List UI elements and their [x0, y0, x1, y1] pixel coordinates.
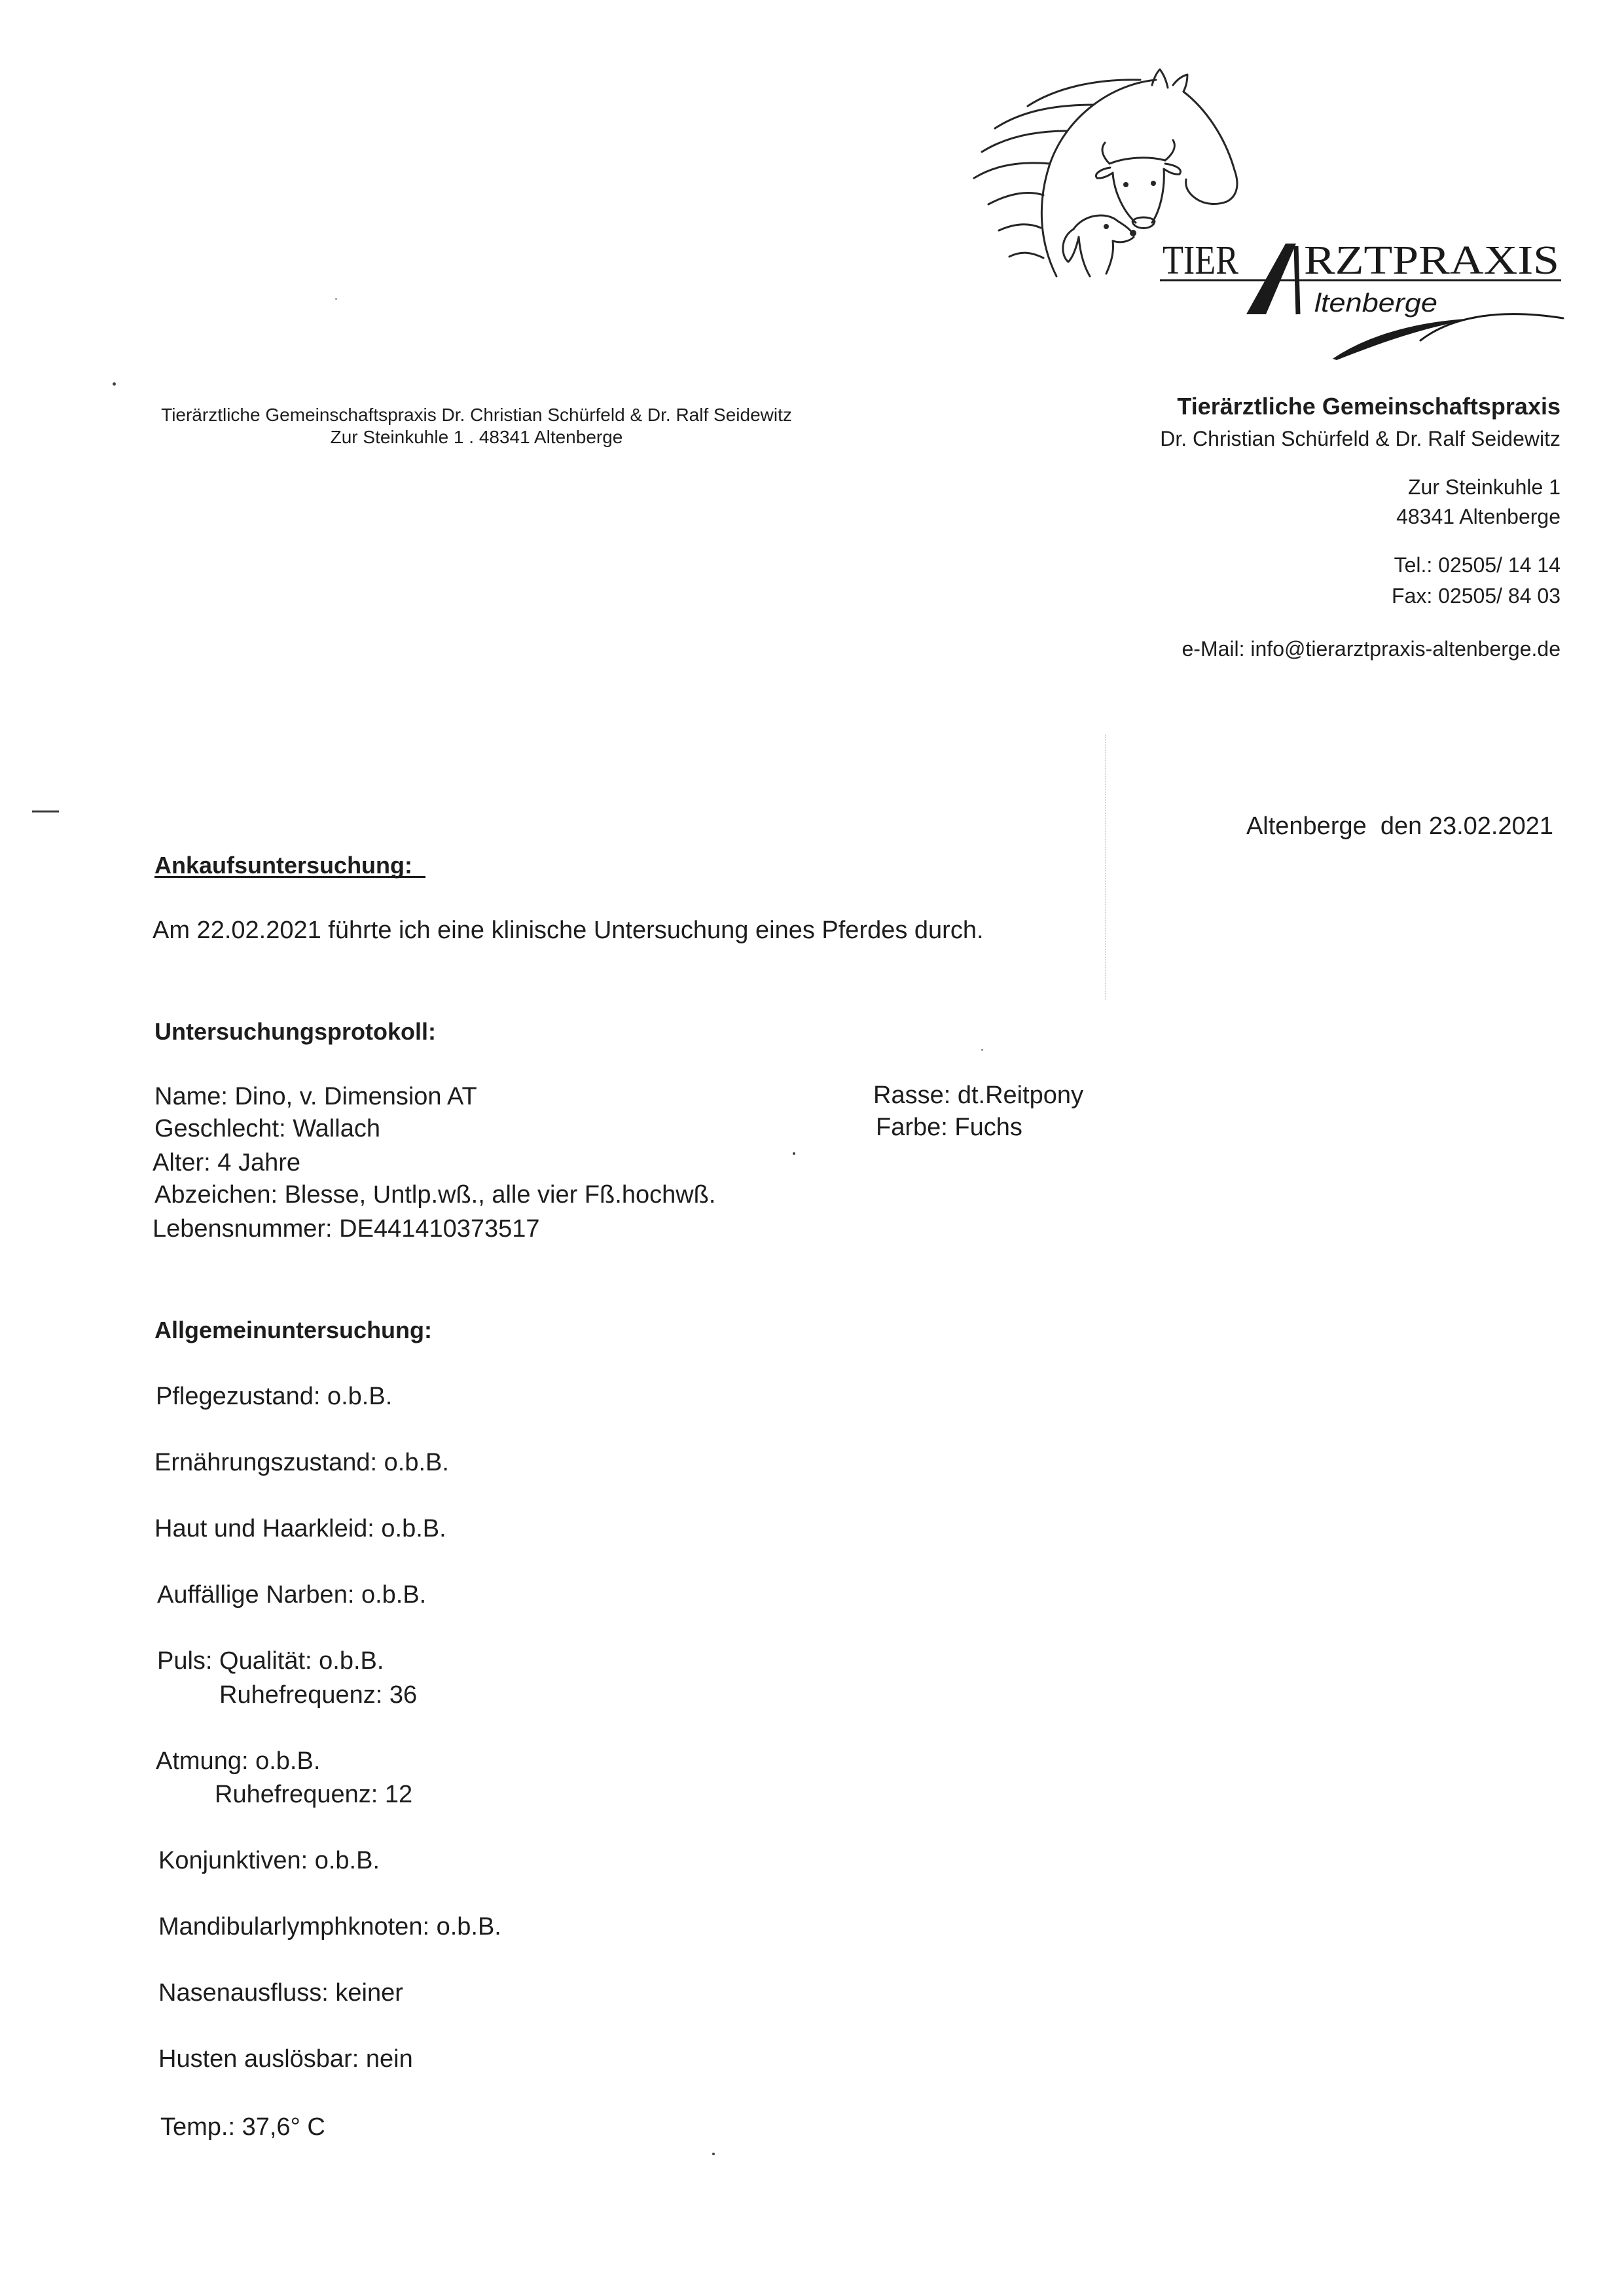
practice-doctors: Dr. Christian Schürfeld & Dr. Ralf Seidewitz	[1160, 427, 1561, 450]
place-and-date: Altenberge den 23.02.2021	[1246, 812, 1553, 840]
exam-label: Husten auslösbar:	[158, 2045, 359, 2073]
protocol-field-breed	[873, 1081, 1083, 1110]
scan-speck	[981, 1049, 983, 1051]
practice-phone: Tel.: 02505/ 14 14	[1394, 553, 1561, 577]
logo-swoosh	[1333, 314, 1563, 360]
scan-speck	[793, 1152, 795, 1155]
report-title	[154, 851, 425, 880]
practice-name: Tierärztliche Gemeinschaftspraxis	[1177, 393, 1561, 420]
cow-eye	[1151, 181, 1156, 186]
exam-label: Mandibularlymphknoten:	[158, 1913, 430, 1941]
field-value: DE441410373517	[339, 1215, 540, 1243]
dog-mouth	[1106, 237, 1134, 274]
exam-value: o.b.B.	[314, 1847, 380, 1874]
field-value: 4 Jahre	[217, 1149, 301, 1176]
mane-stroke	[974, 163, 1050, 178]
exam-value: o.b.B.	[255, 1747, 321, 1775]
exam-value: o.b.B.	[381, 1515, 446, 1542]
exam-row-temperature	[160, 2113, 325, 2141]
exam-value: o.b.B.	[384, 1449, 449, 1476]
scan-speck	[335, 298, 337, 300]
field-label: Rasse:	[873, 1082, 951, 1109]
logo-hill-line	[1420, 314, 1563, 340]
field-value: Fuchs	[954, 1114, 1022, 1141]
exam-value: keiner	[335, 1979, 403, 2007]
field-label: Lebensnummer:	[153, 1215, 333, 1243]
exam-label: Temp.:	[160, 2113, 236, 2141]
field-value: dt.Reitpony	[957, 1082, 1084, 1109]
dog-eye	[1104, 224, 1109, 229]
cow-head-top	[1110, 158, 1165, 164]
report-title-text: Ankaufsuntersuchung:	[154, 852, 413, 879]
exam-row-respiration-rate	[215, 1780, 412, 1809]
sender-line-1: Tierärztliche Gemeinschaftspraxis Dr. Christian Schürfeld & Dr. Ralf Seidewitz	[161, 405, 792, 425]
logo-big-a	[1246, 244, 1296, 314]
exam-row-conjunctiva	[158, 1846, 380, 1875]
cow-head-drawing	[1096, 140, 1180, 228]
cow-horn	[1165, 140, 1174, 160]
dog-nose	[1130, 230, 1136, 236]
cow-eye	[1123, 182, 1128, 187]
exam-label: Atmung:	[156, 1747, 249, 1775]
exam-row-scars	[157, 1580, 426, 1609]
protocol-field-life-number	[153, 1214, 540, 1243]
exam-row-nasal-discharge	[158, 1978, 403, 2007]
practice-email: e-Mail: info@tierarztpraxis-altenberge.de	[1182, 637, 1561, 661]
field-label: Farbe:	[876, 1114, 948, 1141]
logo-wordmark	[1160, 238, 1561, 318]
cow-ear	[1096, 168, 1113, 178]
mane-stroke	[999, 225, 1041, 230]
field-label: Name:	[154, 1083, 228, 1110]
protocol-field-sex	[154, 1114, 380, 1143]
cow-face-outline	[1113, 169, 1164, 223]
general-exam-heading: Allgemeinuntersuchung:	[154, 1317, 433, 1343]
exam-value: 37,6° C	[242, 2113, 325, 2141]
logo-place: ltenberge	[1314, 289, 1437, 318]
exam-label: Puls:	[157, 1647, 213, 1675]
exam-row-pulse-rate	[219, 1681, 417, 1709]
exam-sub-value: 36	[389, 1681, 418, 1709]
protocol-heading: Untersuchungsprotokoll:	[154, 1018, 436, 1045]
exam-label: Nasenausfluss:	[158, 1979, 329, 2007]
mane-stroke	[1028, 80, 1140, 106]
field-label: Alter:	[153, 1149, 211, 1176]
exam-sub-label: Ruhefrequenz:	[219, 1681, 383, 1709]
scan-speck	[113, 382, 116, 386]
exam-row-respiration	[156, 1747, 320, 1776]
logo-brush-stroke	[1333, 318, 1477, 360]
logo-word-start: TIER	[1163, 238, 1239, 283]
sender-line-2: Zur Steinkuhle 1 . 48341 Altenberge	[330, 427, 623, 447]
field-value: Wallach	[293, 1115, 380, 1142]
practice-logo	[969, 65, 1571, 367]
exam-row-cough	[158, 2045, 413, 2073]
mane-stroke	[982, 131, 1067, 152]
mane-stroke	[988, 192, 1043, 204]
field-label: Geschlecht:	[154, 1115, 286, 1142]
protocol-field-age	[153, 1148, 300, 1177]
mane-stroke	[1009, 253, 1043, 258]
dog-ear	[1063, 229, 1079, 262]
exam-row-skin-coat	[154, 1514, 446, 1543]
dog-head-outline	[1074, 215, 1132, 233]
horse-ear	[1152, 69, 1168, 88]
cow-horn	[1102, 143, 1110, 164]
field-value: Dino, v. Dimension AT	[234, 1083, 477, 1110]
exam-row-pulse	[157, 1647, 384, 1675]
sender-address	[148, 404, 805, 448]
exam-label: Pflegezustand:	[156, 1383, 321, 1410]
horse-ear	[1173, 75, 1187, 92]
exam-label: Konjunktiven:	[158, 1847, 308, 1874]
exam-label: Haut und Haarkleid:	[154, 1515, 374, 1542]
exam-row-lymph-nodes	[158, 1912, 501, 1941]
exam-value: Qualität: o.b.B.	[219, 1647, 384, 1675]
exam-sub-value: 12	[384, 1781, 413, 1808]
exam-label: Ernährungszustand:	[154, 1449, 378, 1476]
practice-street: Zur Steinkuhle 1	[1407, 475, 1561, 499]
fold-mark	[32, 811, 59, 812]
cow-ear	[1164, 164, 1180, 174]
practice-city: 48341 Altenberge	[1396, 505, 1561, 528]
report-intro: Am 22.02.2021 führte ich eine klinische Untersuchung eines Pferdes durch.	[153, 917, 984, 944]
protocol-field-color	[876, 1113, 1022, 1142]
exam-label: Auffällige Narben:	[157, 1581, 355, 1609]
field-value: Blesse, Untlp.wß., alle vier Fß.hochwß.	[284, 1181, 716, 1209]
exam-value: o.b.B.	[327, 1383, 393, 1410]
scan-artifact-line	[1105, 735, 1106, 1000]
protocol-field-markings	[154, 1180, 715, 1209]
exam-sub-label: Ruhefrequenz:	[215, 1781, 378, 1808]
exam-value: o.b.B.	[361, 1581, 427, 1609]
exam-value: o.b.B.	[436, 1913, 501, 1941]
field-label: Abzeichen:	[154, 1181, 278, 1209]
protocol-field-name	[154, 1082, 477, 1111]
exam-value: nein	[365, 2045, 413, 2073]
horse-face-outline	[1183, 92, 1237, 204]
exam-row-grooming	[156, 1382, 392, 1411]
exam-row-nutrition	[154, 1448, 449, 1477]
practice-fax: Fax: 02505/ 84 03	[1392, 584, 1561, 608]
dog-neck	[1079, 237, 1090, 276]
logo-word-end: RZTPRAXIS	[1304, 238, 1559, 283]
mane-stroke	[995, 105, 1093, 128]
scan-speck	[712, 2153, 715, 2155]
dog-head-drawing	[1063, 215, 1136, 276]
